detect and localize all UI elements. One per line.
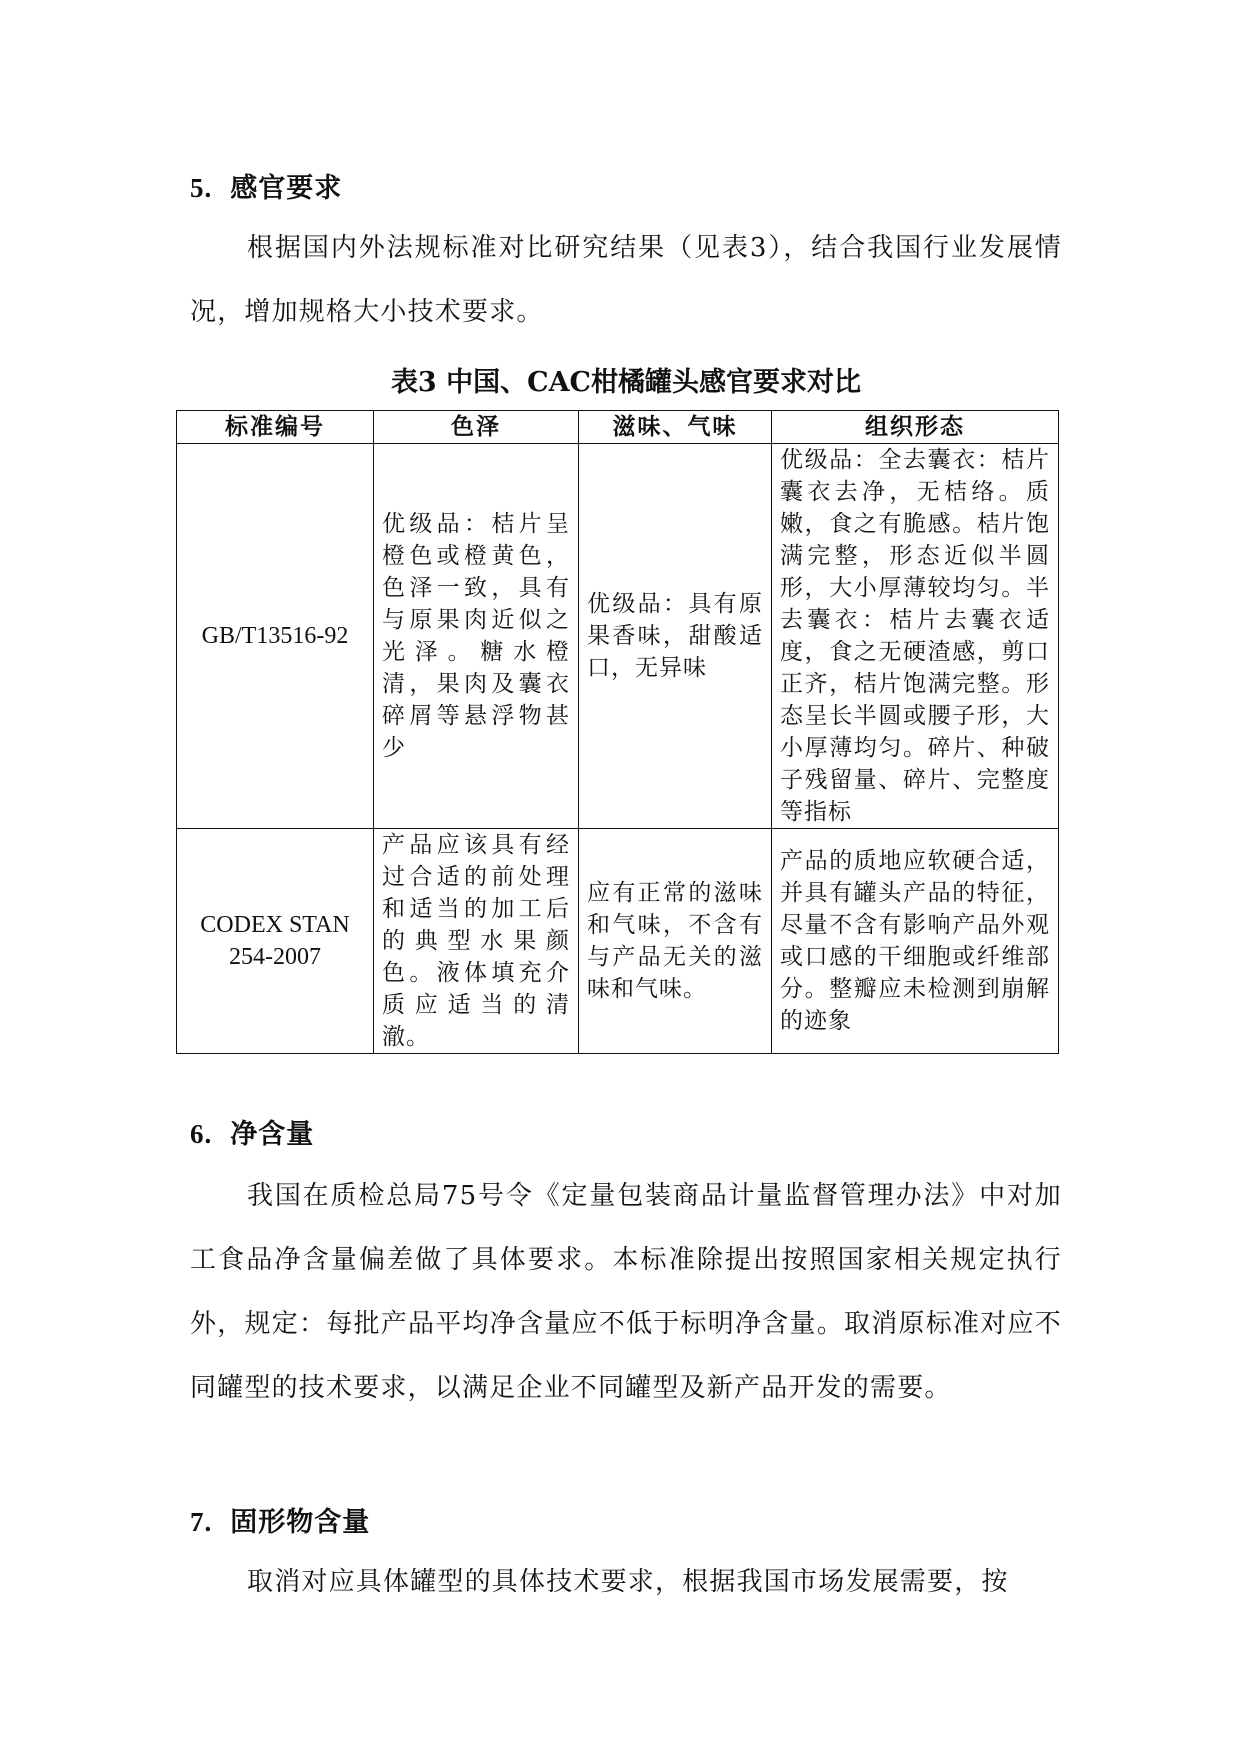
sensory-comparison-table [176, 410, 1059, 1054]
section-7-heading [190, 1500, 370, 1539]
section-7-number: 7. [190, 1507, 213, 1537]
cell-taste: 应有正常的滋味和气味，不含有与产品无关的滋味和气味。 [579, 829, 772, 1054]
header-texture: 组织形态 [772, 411, 1059, 444]
section-6-title: 净含量 [230, 1119, 315, 1150]
table-row [177, 829, 1059, 1054]
table-row [177, 444, 1059, 829]
cell-standard: GB/T13516-92 [177, 444, 374, 829]
section-5-number: 5. [190, 173, 213, 203]
cell-color: 产品应该具有经过合适的前处理和适当的加工后的典型水果颜色。液体填充介质应适当的清澈。 [374, 829, 579, 1054]
cell-color: 优级品：桔片呈橙色或橙黄色，色泽一致，具有与原果肉近似之光泽。糖水橙清，果肉及囊衣碎屑等悬浮物甚少 [374, 444, 579, 829]
header-color: 色泽 [374, 411, 579, 444]
cell-standard [177, 829, 374, 1054]
header-taste-odor: 滋味、气味 [579, 411, 772, 444]
section-5-paragraph: 根据国内外法规标准对比研究结果（见表3），结合我国行业发展情况，增加规格大小技术要求。 [190, 233, 1062, 327]
section-5-title: 感官要求 [230, 173, 343, 204]
section-7-paragraph: 取消对应具体罐型的具体技术要求，根据我国市场发展需要，按 [247, 1567, 1009, 1597]
cell-texture: 产品的质地应软硬合适，并具有罐头产品的特征，尽量不含有影响产品外观或口感的干细胞或纤维部分。整瓣应未检测到崩解的迹象 [772, 829, 1059, 1054]
cell-texture: 优级品：全去囊衣：桔片囊衣去净，无桔络。质嫩，食之有脆感。桔片饱满完整，形态近似半圆形，大小厚薄较均匀。半去囊衣：桔片去囊衣适度，食之无硬渣感，剪口正齐，桔片饱满完整。形态呈长半圆或腰子形，大小厚薄均匀。碎片、种破子残留量、碎片、完整度等指标 [772, 444, 1059, 829]
section-5-heading [190, 166, 342, 205]
section-6-heading [190, 1112, 314, 1151]
table-3-caption: 表3 中国、CAC柑橘罐头感官要求对比 [390, 367, 862, 398]
section-6-number: 6. [190, 1119, 213, 1149]
section-7-title: 固形物含量 [230, 1507, 371, 1538]
header-standard-number: 标准编号 [177, 411, 374, 444]
cell-standard-line-1: CODEX STAN [200, 912, 350, 938]
section-6-paragraph: 我国在质检总局75号令《定量包装商品计量监督管理办法》中对加工食品净含量偏差做了具体要求。本标准除提出按照国家相关规定执行外，规定：每批产品平均净含量应不低于标明净含量。取消原标准对应不同罐型的技术要求，以满足企业不同罐型及新产品开发的需要。 [190, 1181, 1062, 1403]
table-header-row [177, 411, 1059, 444]
cell-taste: 优级品：具有原果香味，甜酸适口，无异味 [579, 444, 772, 829]
cell-standard-line-2: 254-2007 [229, 944, 321, 970]
